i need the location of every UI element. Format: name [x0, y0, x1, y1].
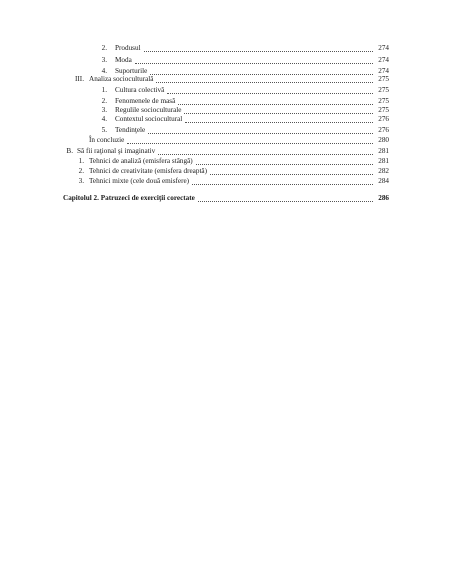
toc-entry-page: 274	[378, 67, 389, 75]
toc-entry	[0, 43, 452, 53]
toc-entry-page: 276	[378, 115, 389, 123]
toc-entry-leader	[144, 41, 373, 52]
toc-entry-number: 2.	[101, 44, 107, 52]
toc-entry-number: 2.	[78, 167, 84, 175]
toc-entry-number: B.	[66, 147, 73, 155]
toc-entry-title: Tehnici de analiză (emisfera stângă)	[89, 157, 193, 165]
toc-entry-title: Tehnici de creativitate (emisfera dreaptă)	[89, 167, 208, 175]
toc-entry	[0, 193, 452, 203]
toc-entry-title: Suporturile	[115, 67, 148, 75]
toc-entry-title: În concluzie	[89, 136, 125, 144]
toc-entry-number: 4.	[101, 115, 107, 123]
toc-entry-page: 281	[378, 147, 389, 155]
toc-entry-number: 3.	[101, 56, 107, 64]
toc-entry-number: 1.	[78, 157, 84, 165]
toc-entry-title: Moda	[115, 56, 132, 64]
toc-entry-title: Produsul	[115, 44, 141, 52]
toc-entry-page: 276	[378, 126, 389, 134]
toc-entry-page: 275	[378, 86, 389, 94]
toc-entry-page: 275	[378, 106, 389, 114]
toc-entry-number: III.	[75, 75, 84, 83]
toc-entry-number: 2.	[101, 97, 107, 105]
toc-entry-title: Fenomenele de masă	[115, 97, 176, 105]
toc-entry-leader	[198, 191, 373, 202]
toc-entry-page: 284	[378, 177, 389, 185]
toc-entry-page: 281	[378, 157, 389, 165]
toc-entry-number: 3.	[78, 177, 84, 185]
toc-entry-title: Tehnici mixte (cele două emisfere)	[89, 177, 190, 185]
toc-entry-page: 282	[378, 167, 389, 175]
toc-entry-title: Analiza socioculturală	[89, 75, 154, 83]
toc-entry-leader	[167, 83, 373, 94]
toc-entry-title: Cultura colectivă	[115, 86, 165, 94]
toc-entry-title: Contextul sociocultural	[115, 115, 183, 123]
toc-entry-page: 275	[378, 75, 389, 83]
toc-entry-page: 274	[378, 56, 389, 64]
toc-entry-leader	[185, 112, 373, 123]
toc-entry-page: 275	[378, 97, 389, 105]
toc-entry-title: Tendinţele	[115, 126, 146, 134]
toc-entry-page: 274	[378, 44, 389, 52]
toc-entry-leader	[127, 133, 373, 144]
toc-entry-page: 286	[378, 194, 389, 202]
toc-entry-number: 1.	[101, 86, 107, 94]
toc-entry-number: 5.	[101, 126, 107, 134]
toc-entry	[0, 176, 452, 186]
toc-entry-page: 280	[378, 136, 389, 144]
toc-entry-leader	[192, 174, 373, 185]
toc-entry-title: Regulile socioculturale	[115, 106, 182, 114]
toc-entry-leader	[156, 72, 373, 83]
toc-entry-number: 3.	[101, 106, 107, 114]
toc-entry-leader	[135, 53, 373, 64]
toc-entry-number: 4.	[101, 67, 107, 75]
toc-entry-title: Să fii raţional şi imaginativ	[77, 147, 156, 155]
toc-entry-title: Capitolul 2. Patruzeci de exerciţii corectate	[63, 194, 195, 202]
